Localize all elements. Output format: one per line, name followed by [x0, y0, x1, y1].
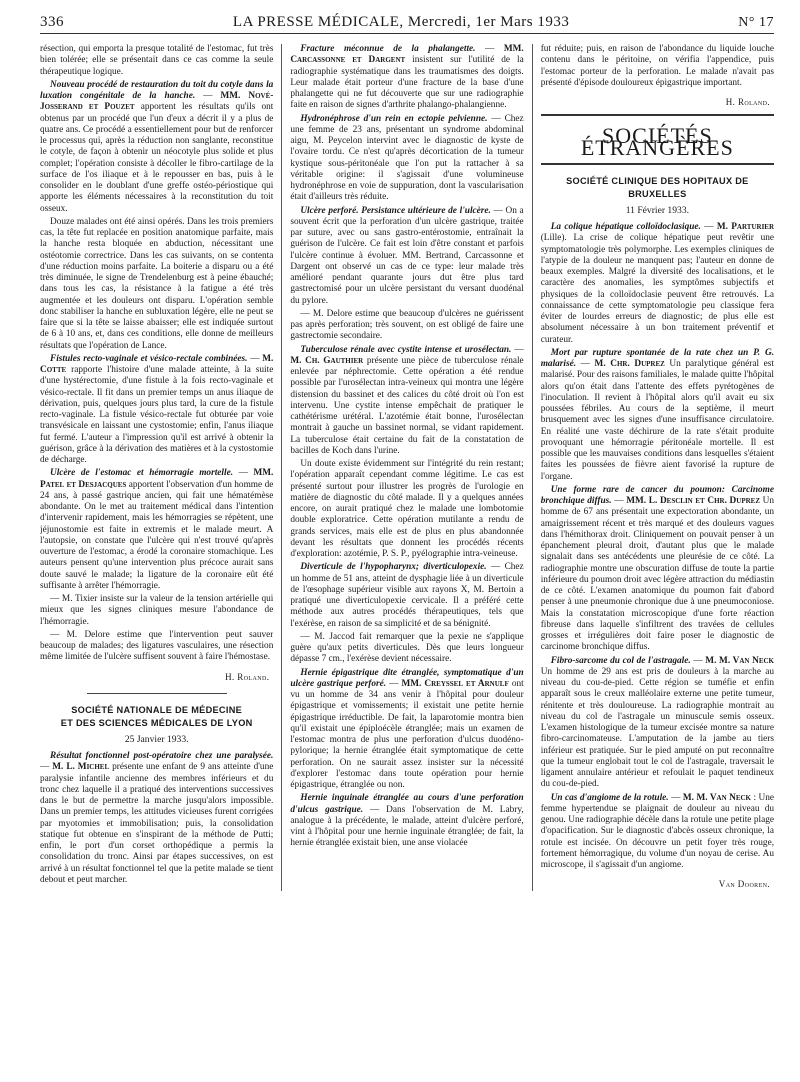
paragraph: — M. Tixier insiste sur la valeur de la tension artérielle qui mieux que les signes cliniques mesure l'abondance de l'hémorragie. — [40, 594, 274, 627]
society-heading — [40, 704, 273, 730]
article: Une forme rare de cancer du poumon: Carcinome bronchique diffus. — MM. L. Desclin et Chr. Duprez Un homme de 67 ans présentait une expectoration abondante, un amaigrissement récent et très marqué et des douleurs vagues dans l'hémithorax droit. Cliniquement on pouvait penser à un épanchement pleural droit, d'autant plus que le malade signalait dans ses antécédents une pleurésie de ce côté. La radiographie montre une obscuration diffuse de toute la partie inférieure du poumon droit avec légère attraction du médiastin de ce côté. L'examen anatomique du poumon fait d'abord penser à une pneumonie chronique due à une pneumoconiose. Mais la constatation microscopique d'une forte réaction fibreuse dans laquelle s'infiltrent des travées de cellules grosses et irrégulières doit faire poser le diagnostic de carcinome bronchique diffus. — [540, 484, 775, 653]
article: Mort par rupture spontanée de la rate chez un P. G. malarisé. — M. Chr. Duprez Un paralytique général est malarisé. Pour des raisons familiales, le malade quitte l'hôpital alors qu'on était dans l'attente des effets pyrétogènes de l'inoculation. Il revient à l'hôpital alors qu'il avait eu six poussées fébriles. Au cours de la septième, il meurt brusquement avec les signes d'une insuffisance circulatoire. En réalité une vaste déchirure de la rate s'était produite provoquant une hémorragie péritonéale mortelle. Il est possible que les mauvaises conditions dans lesquelles s'étaient faites les poussées de fièvre aient favorisé la rupture de l'organe. — [540, 347, 775, 482]
issue-number: N° 17 — [738, 15, 774, 30]
article-text: ont vu un homme de 34 ans venir à l'hôpital pour douleur épigastrique et vomissements; il existait une petite hernie épigastrique irréductible. De fait, la laparotomie montra bien qu'il existait une épiploécèle étranglée; mais un examen de l'estomac montra de plus une perforation d'ulcus duodéno-pylorique; la hernie étranglée était symptomatique de cette perforation. On ne saurait assez insister sur la nécessité d'explorer l'estomac dans toute opération pour hernie épigastrique, étranglée ou non. — [290, 678, 524, 790]
article-title: Nouveau procédé de restauration du toit du cotyle dans la luxation congénitale de la hanche. — [40, 79, 274, 101]
article-title: Ulcère de l'estomac et hémorragie mortelle. — [50, 468, 234, 479]
section-title: SOCIÉTÉS ÉTRANGÈRES — [580, 123, 734, 160]
page-header — [40, 0, 774, 34]
column-rule — [532, 44, 533, 891]
article: Ulcère de l'estomac et hémorragie mortelle. — MM. Patel et Desjacques apportent l'observation d'un homme de 24 ans, à passé gastrique ancien, qui fait une hématémèse abondante. On le met au traitement médical dans l'intention d'intervenir rapidement, mais les hémorragies se répètent, une jéjunostomie est faite in extremis et le malade meurt. A l'autopsie, on constate que l'ulcère qui n'est trouvé qu'après ouverture de l'estomac, a érodé la coronaire stomachique. Les auteurs pensent qu'une intervention plus précoce aurait sans doute sauvé le malade; la ligature de la coronaire eût été suffisante à arrêter l'hémorragie. — [40, 468, 274, 591]
paragraph: — M. Delore estime que beaucoup d'ulcères ne guérissent pas après perforation; très souvent, on est obligé de faire une gastrectomie secondaire. — [290, 308, 524, 342]
article-title: Hernie épigastrique dite étranglée, symptomatique d'un ulcère gastrique perforé. — [290, 667, 524, 689]
article-authors: M. Cotte — [40, 353, 274, 375]
article-text: — On a souvent écrit que la perforation d'un ulcère gastrique, traitée par suture, avec ou sans gastro-entérostomie, entraînait la guérison de l'ulcère. Ce fait est loin d'être constant et parfois l'ulcère continue à évoluer. MM. Bertrand, Carcassonne et Dargent ont observé un cas de ce type: leur malade très amélioré pendant quarante jours dut être plus tard gastrectomisé pour un ulcère persistant du versant duodénal du pylore. — [290, 205, 524, 306]
article-title: Mort par rupture spontanée de la rate chez un P. G. malarisé. — [540, 347, 775, 369]
article — [290, 206, 523, 307]
article-title: Ulcère perforé. Persistance ultérieure de l'ulcère. — [300, 205, 491, 216]
article — [290, 114, 523, 204]
article-title: Un cas d'angiome de la rotule. — [550, 792, 669, 803]
article-text: apportent les résultats qu'ils ont obtenus par un procédé que l'un d'eux a décrit il y a plus de quatre ans. Ce procédé a essentiellement pour but de renforcer le processus qui, après la réduction non sanglante, reconstitue le cotyle, de façon à obtenir un néocotyle plus solide et plus complet; l'opération consiste à décoller le fibro-cartilage de la surface de l'os iliaque et à le repousser en bas, puis à le consolider en le doublant d'une greffe ostéo-périostique qui apporte les éléments nécessaires à la reconstitution du toit osseux. — [40, 102, 274, 214]
column-3 — [541, 44, 774, 891]
article: Fracture méconnue de la phalangette. — MM. Carcassonne et Dargent insistent sur l'utilité de la radiographie systématique dans les traumatismes des doigts. Leur malade était porteur d'une fracture de la base d'une phalangette qui ne fut découverte que sur une radiographie faite en raison de signes d'arthrite phalango-phalangienne. — [290, 44, 524, 111]
session-date: 11 Février 1933. — [625, 204, 690, 216]
divider — [87, 693, 227, 694]
article: Fibro-sarcome du col de l'astragale. — M. M. Van Neck Un homme de 29 ans est pris de douleurs à la marche au niveau du cou-de-pied. Cette région se tuméfie et enfin apparaît sous le creux malléolaire externe une petite tumeur, rénitente et très douloureuse. La radiographie montrait au niveau du col de l'astragale un minuscule semis osseux. L'examen histologique de la tumeur excisée montre sa nature fibro-carcinomateuse. L'amputation de la jambe au tiers inférieur est pratiquée. Sur le pied amputé on put reconnaître que la tumeur englobait tout le col de l'astragale, traversait le ligament annulaire antérieur et refoulait le paquet tendineux du cou-de-pied. — [540, 655, 775, 790]
article-authors: MM. Nové-Josserand et Pouzet — [40, 91, 274, 113]
article-authors: M. Parturier — [716, 222, 775, 232]
article-text: : Une femme hypertendue se plaignait de douleur au niveau du genou. Une radiographie décèle dans la rotule une petite plage d'opacification. Sur le diagnostic d'abcès osseux chronique, la rotule est incisée. On découvre un petit foyer très rouge, fortement hémorragique, du volume d'un noyau de cerise. Au microscope, il s'agissait d'un angiome. — [540, 792, 775, 870]
article-text: apportent l'observation d'un homme de 24 ans, à passé gastrique ancien, qui fait une hématémèse abondante. On le met au traitement médical dans l'intention d'intervenir rapidement, mais les hémorragies se répètent, une jéjunostomie est faite in extremis et le malade meurt. A l'autopsie, on constate que l'ulcère qui n'est trouvé qu'après ouverture de l'estomac, a érodé la coronaire stomachique. Les auteurs pensent qu'une intervention plus précoce aurait sans doute sauvé le malade; la ligature de la coronaire eût été suffisante à arrêter l'hémorragie. — [40, 479, 274, 591]
article-authors: M. M. Van Neck — [705, 655, 775, 666]
article-authors: MM. Carcassonne et Dargent — [290, 44, 524, 66]
paragraph: — M. Delore estime que l'intervention peut sauver beaucoup de malades; des ligatures vasculaires, une résection même limitée de l'ulcère suffisent souvent à faire l'hémostase. — [40, 629, 274, 663]
article-title: Diverticule de l'hypopharynx; diverticulopexie. — [300, 562, 487, 573]
article: La colique hépatique colloïdoclasique. — M. Parturier (Lille). La crise de colique hépatique peut revêtir une symptomatologie très polymorphe. Les exemples cliniques de l'atypie de la douleur ne manquent pas; l'auteur en donne de beaux exemples. Malgré la diversité des localisations, et le caractère des anomalies, les symptômes subjectifs et physiques de la colloïdoclasie peuvent être retrouvés. La connaissance de cette symptomatologie peu classique fera éviter de lourdes erreurs de diagnostic; de plus elle est absolument nécessaire à un bon traitement préventif et curateur. — [540, 222, 775, 345]
article-text: insistent sur l'utilité de la radiographie systématique dans les traumatismes des doigts. Leur malade était porteur d'une fracture de la base d'une phalangette qui ne fut découverte que sur une radiographie faite en raison de signes d'arthrite phalango-phalangienne. — [290, 55, 524, 111]
article: Fistules recto-vaginale et vésico-rectale combinées. — M. Cotte rapporte l'histoire d'une malade atteinte, à la suite d'une hystérectomie, d'une fistule à la fois recto-vaginale et vésico-rectale. Il fit dans un premier temps un anus iliaque de dérivation, puis, quelques jours plus tard, la cure de la fistule recto-vaginale. La fistule vésico-rectale fut obturée par voie transvésicale en laissant une cystostomie; enfin, l'anus iliaque fut fermé. L'auteur a l'impression qu'il est arrivé à obtenir la guérison, grâce à la dérivation des matières et à la cystostomie de décharge. — [40, 353, 274, 465]
paragraph: Un doute existe évidemment sur l'intégrité du rein restant; l'opération apparaît cependant comme légitime. Le cas est présenté surtout pour illustrer les progrès de l'urologie en matière de diagnostic du côté malade. Il y a quelques années encore, on aurait pratiqué chez le malade une lombotomie double exploratrice. Cette opération mutilante a rendu de grands services, mais elle est de plus en plus abandonnée devant les résultats que donnent les procédés récents d'exploration: azotémie, P. S. P., pyélographie intra-veineuse. — [290, 459, 524, 559]
article — [290, 793, 523, 849]
article-authors: M. M. Van Neck — [682, 792, 752, 803]
article-title: Hernie inguinale étranglée au cours d'une perforation d'ulcus gastrique. — [290, 793, 524, 815]
page-number: 336 — [40, 14, 64, 30]
article-text: présente une pièce de tuberculose rénale enlevée par néphrectomie. Cette opération a été rendue possible par l'urosélectan intra-veineux qui montra une légère distension du bassinet et des calices du côté droit où l'on est intervenu. Une cystite intense empêchait de pratiquer le cathétérisme urétéral. L'azotémie était bonne, l'urosélectan montrait à gauche un bassinet normal, se vidant rapidement. La tuberculose était certaine du fait de la constatation de bacilles de Koch dans l'urine. — [290, 355, 524, 456]
article-authors: MM. Creyssel et Arnulf — [401, 678, 509, 689]
article-text: (Lille). La crise de colique hépatique peut revêtir une symptomatologie très polymorphe. Les exemples cliniques de l'atypie de la douleur ne manquent pas; l'auteur en donne de beaux exemples. Malgré la diversité des localisations, et le caractère des anomalies, les symptômes subjectifs et physiques de la colloïdoclasie peuvent être retrouvés. La connaissance de cette symptomatologie peu classique fera éviter de lourdes erreurs de diagnostic; de plus elle est absolument nécessaire à un bon traitement préventif et curateur. — [540, 233, 775, 345]
paragraph: résection, qui emporta la presque totalité de l'estomac, fut très bien tolérée; elle se présentait dans ce cas comme la seule thérapeutique logique. — [40, 44, 274, 77]
paragraph: — M. Jaccod fait remarquer que la pexie ne s'applique guère qu'aux petits diverticules. Dès que leurs longueur dépasse 7 cm., l'exérèse devient nécessaire. — [290, 631, 524, 665]
article-title: Fracture méconnue de la phalangette. — [300, 44, 476, 54]
article-title: Une forme rare de cancer du poumon: Carcinome bronchique diffus. — [540, 484, 775, 506]
article-text: Un paralytique général est malarisé. Pour des raisons familiales, le malade quitte l'hôpital alors qu'on était dans l'attente des effets pyrétogènes de l'inoculation. Il revient à l'hôpital alors qu'il avait eu six poussées fébriles. Au cours de la septième, il meurt brusquement avec les signes d'une insuffisance circulatoire. En réalité une vaste déchirure de la rate s'était produite provoquant une hémorragie péritonéale mortelle. Il est possible que les mauvaises conditions dans lesquelles s'étaient faites les poussées de fièvre aient favorisé la rupture de l'organe. — [540, 359, 775, 482]
article-title: Tuberculose rénale avec cystite intense et urosélectan. — [300, 344, 512, 355]
columns — [40, 44, 774, 891]
article: Nouveau procédé de restauration du toit du cotyle dans la luxation congénitale de la hanche. — MM. Nové-Josserand et Pouzet apportent les résultats qu'ils ont obtenus par un procédé que l'un d'eux a décrit il y a plus de quatre ans. Ce procédé a essentiellement pour but de renforcer le processus qui, après la réduction non sanglante, reconstitue le cotyle, de façon à obtenir un néocotyle plus solide et plus complet; l'opération consiste à décoller le fibro-cartilage de la surface de l'os iliaque et à le repousser en bas, puis à le consolider en le doublant d'une greffe ostéo-périostique qui apporte les éléments nécessaires à la reconstitution du toit osseux. — [40, 79, 274, 214]
column-2 — [290, 44, 523, 891]
article-text: Un homme de 29 ans est pris de douleurs à la marche au niveau du cou-de-pied. Cette région se tuméfie et enfin apparaît sous le creux malléolaire externe une petite tumeur, rénitente et très douloureuse. La radiographie montrait au niveau du col de l'astragale un minuscule semis osseux. L'examen histologique de la tumeur excisée montre sa nature fibro-carcinomateuse. L'amputation de la jambe au tiers inférieur est pratiquée. Sur le pied amputé on put reconnaître que la tumeur englobait tout le col de l'astragale, traversait le ligament annulaire antérieur et refoulait le paquet tendineux du cou-de-pied. — [540, 666, 775, 790]
article-text: rapporte l'histoire d'une malade atteinte, à la suite d'une hystérectomie, d'une fistule à la fois recto-vaginale et vésico-rectale. Il fit dans un premier temps un anus iliaque de dérivation, puis, quelques jours plus tard, la cure de la fistule recto-vaginale. La fistule vésico-rectale fut obturée par voie transvésicale en laissant une cystostomie; enfin, l'anus iliaque fut fermé. L'auteur a l'impression qu'il est arrivé à obtenir la guérison, grâce à la dérivation des matières et à la cystostomie de décharge. — [40, 365, 274, 465]
article: Hernie épigastrique dite étranglée, symptomatique d'un ulcère gastrique perforé. — MM. Creyssel et Arnulf ont vu un homme de 34 ans venir à l'hôpital pour douleur épigastrique et vomissements; il existait une petite hernie épigastrique irréductible. De fait, la laparotomie montra bien qu'il existait une épiploécèle étranglée; mais un examen de l'estomac montra de plus une perforation d'ulcus duodéno-pylorique; la hernie étranglée était symptomatique de cette perforation. On ne saurait assez insister sur la nécessité d'explorer l'estomac dans toute opération pour hernie épigastrique, étranglée ou non. — [290, 667, 524, 790]
article-text: — Chez une femme de 23 ans, présentant un syndrome abdominal aigu, M. Peycelon intervint avec le diagnostic de kyste de l'ovaire tordu. Ce n'est qu'après décortication de la tumeur kystique sous-péritonéale que l'on put la rattacher à sa véritable origine: il s'agissait d'une volumineuse hydronéphrose en voie de suppuration, dont la vascularisation était d'ailleurs très réduite. — [290, 113, 524, 203]
article-title: Résultat fonctionnel post-opératoire chez une paralysée. — [50, 751, 274, 761]
section-rule — [541, 163, 774, 165]
article-text: — Dans l'observation de M. Labry, analogue à la précédente, le malade, atteint d'ulcère perforé, vint à l'hôpital pour une hernie inguinale étranglée; de fait, la hernie étranglée existait bien, une anse violacée — [290, 804, 524, 849]
article-text: présente une enfant de 9 ans atteinte d'une paralysie infantile ancienne des membres inférieurs et du tronc chez laquelle il a pratiqué des interventions successives dans le but de permettre la marche jusqu'alors impossible. Dans un premier temps, les attitudes vicieuses furent corrigées par myotomies et immobilisation; puis, la consolidation statique fut obtenue en s'inspirant de la méthode de Putti; enfin, le port d'un corset orthopédique a permis la consolidation du tronc. Ainsi par étapes successives, on est arrivé à un résultat fonctionnel tel que la petite malade se tient debout et peut marcher. — [40, 762, 274, 885]
signature: H. Roland. — [725, 97, 771, 107]
article: Un cas d'angiome de la rotule. — M. M. Van Neck : Une femme hypertendue se plaignait de douleur au niveau du genou. Une radiographie décèle dans la rotule une petite plage d'opacification. Sur le diagnostic d'abcès osseux chronique, la rotule est incisée. On découvre un petit foyer très rouge, fortement hémorragique, du volume d'un noyau de cerise. Au microscope, il s'agissait d'un angiome. — [540, 792, 775, 870]
article-authors: M. Chr. Duprez — [594, 359, 665, 369]
article-title: Fibro-sarcome du col de l'astragale. — [550, 655, 691, 666]
article: Tuberculose rénale avec cystite intense et urosélectan. — M. Ch. Gauthier présente une pièce de tuberculose rénale enlevée par néphrectomie. Cette opération a été rendue possible par l'urosélectan intra-veineux qui montra une légère distension du bassinet et des calices du côté droit où l'on est intervenu. Une cystite intense empêchait de pratiquer le cathétérisme urétéral. L'azotémie était bonne, l'urosélectan montrait à gauche un bassinet normal, se vidant rapidement. La tuberculose était certaine du fait de la constatation de bacilles de Koch dans l'urine. — [290, 344, 524, 456]
article-title: La colique hépatique colloïdoclasique. — [550, 222, 701, 232]
signature: H. Roland. — [225, 671, 270, 682]
article-authors: MM. L. Desclin et Chr. Duprez — [626, 496, 760, 506]
paragraph: fut réduite; puis, en raison de l'abondance du liquide louche contenu dans le péritoine, on vérifia l'appendice, puis l'estomac porteur de la perforation. Le malade n'avait pas présenté d'épisode douloureux épigastrique important. — [540, 44, 775, 88]
article-authors: M. L. Michel — [52, 762, 110, 773]
article: Résultat fonctionnel post-opératoire chez une paralysée. — M. L. Michel présente une enfant de 9 ans atteinte d'une paralysie infantile ancienne des membres inférieurs et du tronc chez laquelle il a pratiqué des interventions successives dans le but de permettre la marche jusqu'alors impossible. Dans un premier temps, les attitudes vicieuses furent corrigées par myotomies et immobilisation; puis, la consolidation statique fut obtenue en s'inspirant de la méthode de Putti; enfin, le port d'un corset orthopédique a permis la consolidation du tronc. Ainsi par étapes successives, on est arrivé à un résultat fonctionnel tel que la petite malade se tient debout et peut marcher. — [40, 751, 274, 885]
society-heading: SOCIÉTÉ CLINIQUE DES HOPITAUX DE BRUXELLES — [566, 175, 749, 199]
society-heading-line: ET DES SCIENCES MÉDICALES DE LYON — [60, 717, 253, 728]
paragraph: Douze malades ont été ainsi opérés. Dans les trois premiers cas, la tête fut replacée en position anatomique parfaite, mais la hanche resta bloquée en abduction, nécessitant une ostéotomie correctrice. Dans les cas suivants, on se contenta d'une réduction moins parfaite. La boiterie a disparu ou a été très diminuée, le signe de Trendelenburg est à peine ébauché; dans tous les cas, la résistance à la fatigue a été très augmentée et les douleurs ont disparu. L'opération semble donc stabiliser la hanche en subluxation légère, elle ne peut se faire que si la tête se laisse abaisser; elle est indiquée surtout de 6 à 10 ans, et, dans ces conditions, elle donne de meilleurs résultats que l'opération de Lance. — [40, 216, 274, 351]
article-authors: M. Ch. Gauthier — [290, 355, 364, 366]
journal-title: LA PRESSE MÉDICALE, Mercredi, 1er Mars 1933 — [232, 14, 570, 30]
article — [290, 562, 523, 630]
session-date: 25 Janvier 1933. — [124, 733, 189, 745]
section-rule — [541, 114, 774, 116]
article-text: Un homme de 67 ans présentait une expectoration abondante, un amaigrissement récent et très marqué et des douleurs vagues dans l'hémithorax droit. Cliniquement on pouvait penser à un épanchement pleural droit, d'autant plus que le malade signalait dans ses antécédents une pleurésie de ce côté. La radiographie montre une obscuration diffuse de toute la partie inférieure du poumon droit avec légère attraction du médiastin de ce côté. L'examen anatomique du poumon fait d'abord penser à une pneumonie chronique due à une pneumoconiose. Mais la constatation microscopique d'une forte réaction fibreuse dans laquelle s'infiltrent des travées de cellules grosses et irrégulières doit faire poser le diagnostic de carcinome bronchique diffus. — [540, 496, 775, 653]
signature: Van Dooren. — [718, 879, 771, 890]
article-title: Fistules recto-vaginale et vésico-rectale combinées. — [50, 353, 248, 364]
column-rule — [281, 44, 282, 891]
article-title: Hydronéphrose d'un rein en ectopie pelvienne. — [300, 113, 488, 124]
article-text: — Chez un homme de 51 ans, atteint de dysphagie liée à un diverticule de l'œsophage supérieur visible aux rayons X, M. Bertoin a pratiqué une diverticulopexie cervicale. Il a préféré cette méthode aux autres procédés thérapeutiques, tels que l'exérèse, en raison de sa simplicité et de sa bénignité. — [290, 562, 524, 629]
column-1 — [40, 44, 273, 891]
society-heading-line: SOCIÉTÉ NATIONALE DE MÉDECINE — [71, 704, 243, 715]
article-authors: MM. Patel et Desjacques — [40, 468, 274, 490]
